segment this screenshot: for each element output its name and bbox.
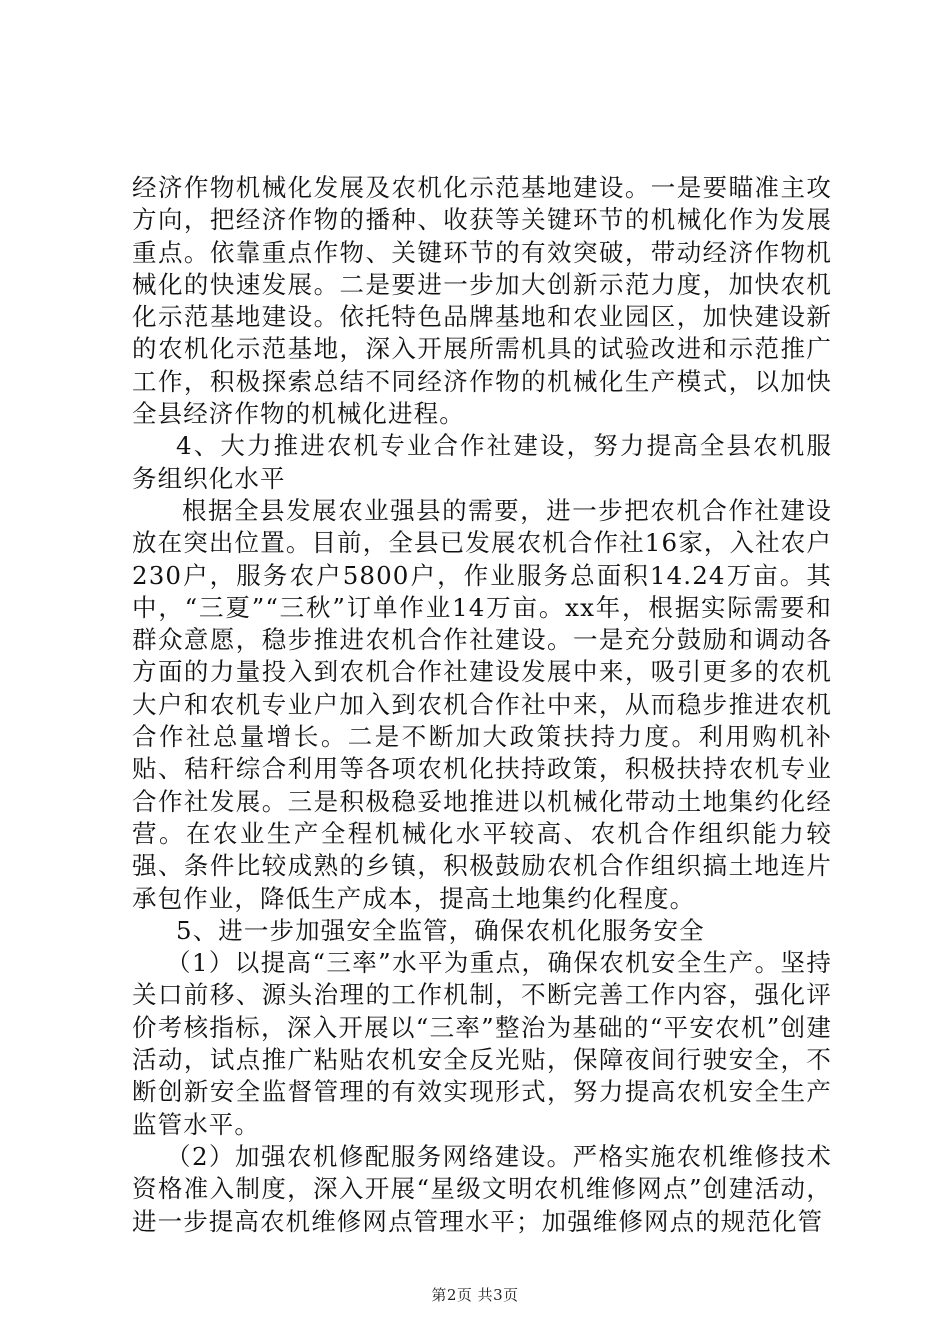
heading-safety: 5、进一步加强安全监管，确保农机化服务安全	[176, 915, 705, 945]
document-body	[132, 172, 832, 1238]
paragraph-safety-2: （2）加强农机修配服务网络建设。严格实施农机维修技术资格准入制度，深入开展“星级文明农机维修网点”创建活动，进一步提高农机维修网点管理水平；加强维修网点的规范化管	[132, 1141, 832, 1236]
page-number-footer: 第2页 共3页	[431, 1286, 519, 1304]
paragraph-cooperatives: 根据全县发展农业强县的需要，进一步把农机合作社建设放在突出位置。目前，全县已发展农机合作社16家，入社农户230户，服务农户5800户，作业服务总面积14.24万亩。其中，“三夏”“三秋”订单作业14万亩。xx年，根据实际需要和群众意愿，稳步推进农机合作社建设。一是充分鼓励和调动各方面的力量投入到农机合作社建设发展中来，吸引更多的农机大户和农机专业户加入到农机合作社中来，从而稳步推进农机合作社总量增长。二是不断加大政策扶持力度。利用购机补贴、秸秆综合利用等各项农机化扶持政策，积极扶持农机专业合作社发展。三是积极稳妥地推进以机械化带动土地集约化经营。在农业生产全程机械化水平较高、农机合作组织能力较强、条件比较成熟的乡镇，积极鼓励农机合作组织搞土地连片承包作业，降低生产成本，提高土地集约化程度。	[132, 495, 832, 913]
paragraph-economic-crops: 经济作物机械化发展及农机化示范基地建设。一是要瞄准主攻方向，把经济作物的播种、收获等关键环节的机械化作为发展重点。依靠重点作物、关键环节的有效突破，带动经济作物机械化的快速发展。二是要进一步加大创新示范力度，加快农机化示范基地建设。依托特色品牌基地和农业园区，加快建设新的农机化示范基地，深入开展所需机具的试验改进和示范推广工作，积极探索总结不同经济作物的机械化生产模式，以加快全县经济作物的机械化进程。	[132, 173, 832, 429]
heading-cooperatives: 4、大力推进农机专业合作社建设，努力提高全县农机服务组织化水平	[132, 431, 832, 493]
paragraph-safety-1: （1）以提高“三率”水平为重点，确保农机安全生产。坚持关口前移、源头治理的工作机制，不断完善工作内容，强化评价考核指标，深入开展以“三率”整治为基础的“平安农机”创建活动，试点推广粘贴农机安全反光贴，保障夜间行驶安全，不断创新安全监督管理的有效实现形式，努力提高农机安全生产监管水平。	[132, 948, 832, 1139]
